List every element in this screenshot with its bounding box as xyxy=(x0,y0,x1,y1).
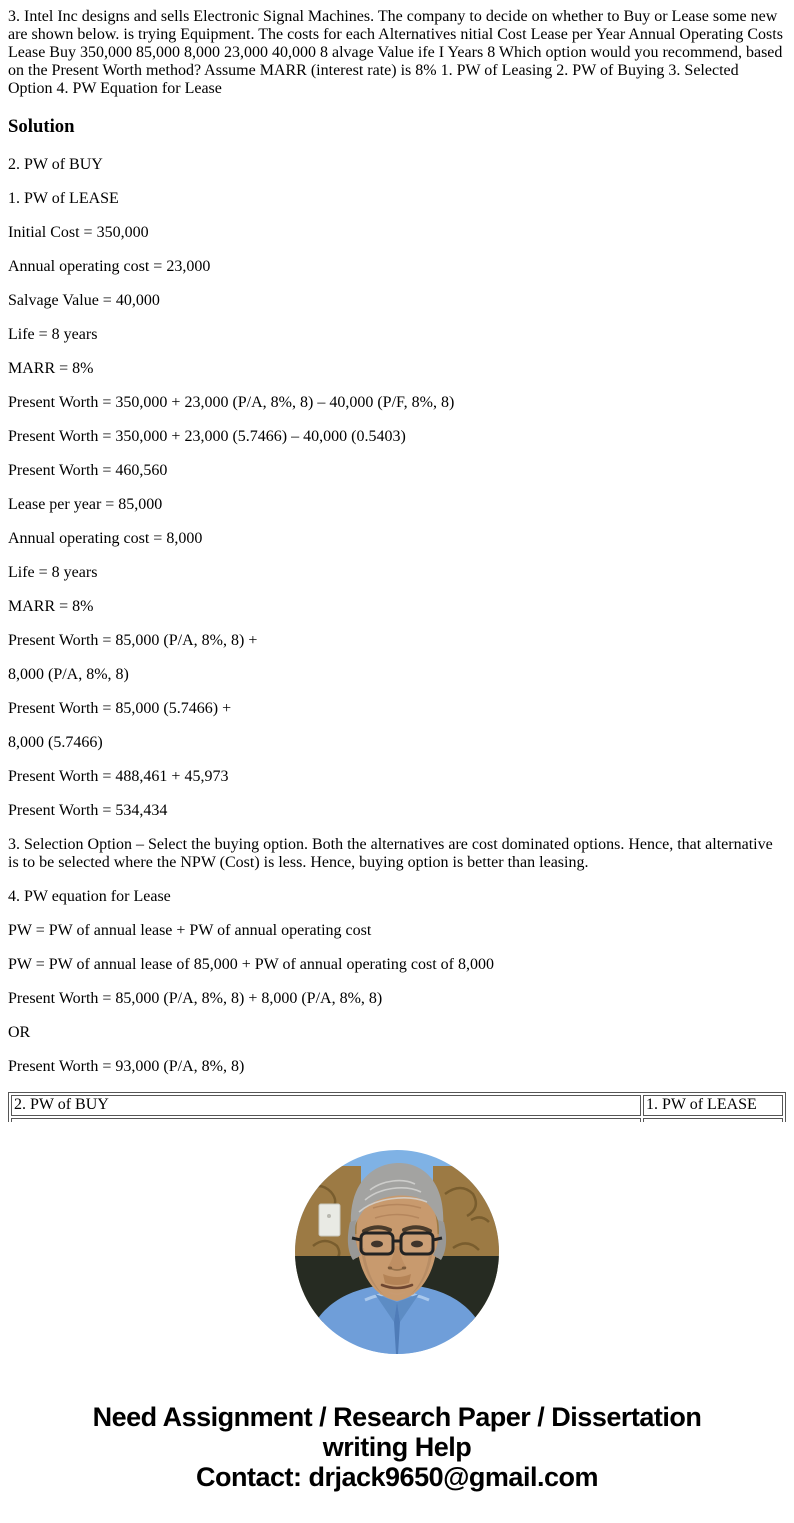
question-paragraph: 3. Intel Inc designs and sells Electronic Signal Machines. The company to decide on whether to Buy or Lease some new are shown below. is trying Equipment. The costs for each Alternatives nitial Cost Lease per Year Annual Operating Costs Lease Buy 350,000 85,000 8,000 23,000 40,000 8 alvage Value ife I Years 8 Which option would you recommend, based on the Present Worth method? Assume MARR (interest rate) is 8% 1. PW of Leasing 2. PW of Buying 3. Selected Option 4. PW Equation for Lease xyxy=(8,8,783,97)
avatar-container xyxy=(8,1150,786,1354)
table-cell-clipped xyxy=(643,1118,783,1122)
table-cell-clipped xyxy=(11,1118,641,1122)
solution-paragraph: Annual operating cost = 8,000 xyxy=(8,530,203,547)
banner xyxy=(8,1402,786,1492)
solution-paragraph: Salvage Value = 40,000 xyxy=(8,292,160,309)
solution-paragraph: Present Worth = 460,560 xyxy=(8,462,168,479)
solution-paragraph: PW = PW of annual lease + PW of annual operating cost xyxy=(8,922,372,939)
solution-paragraph: Present Worth = 85,000 (5.7466) + xyxy=(8,700,232,717)
solution-paragraph: Annual operating cost = 23,000 xyxy=(8,258,211,275)
solution-paragraph: Life = 8 years xyxy=(8,564,98,581)
banner-contact-email: Contact: drjack9650@gmail.com xyxy=(196,1462,598,1492)
banner-help-line-2: writing Help xyxy=(322,1432,472,1462)
solution-paragraph: 8,000 (P/A, 8%, 8) xyxy=(8,666,129,683)
solution-paragraph: 4. PW equation for Lease xyxy=(8,888,171,905)
solution-paragraph: 8,000 (5.7466) xyxy=(8,734,103,751)
table-row-clipped xyxy=(11,1118,783,1122)
solution-paragraph: Present Worth = 85,000 (P/A, 8%, 8) + 8,000 (P/A, 8%, 8) xyxy=(8,990,383,1007)
solution-paragraph: OR xyxy=(8,1024,31,1041)
table-cell-pw-of-buy: 2. PW of BUY xyxy=(11,1095,641,1116)
results-table-clipped-region xyxy=(8,1092,786,1122)
banner-help-line-1: Need Assignment / Research Paper / Dissertation xyxy=(92,1402,702,1432)
solution-paragraph: Life = 8 years xyxy=(8,326,98,343)
solution-paragraph: 2. PW of BUY xyxy=(8,156,103,173)
table-row xyxy=(11,1095,783,1116)
table-cell-pw-of-lease: 1. PW of LEASE xyxy=(643,1095,783,1116)
solution-paragraph: Present Worth = 350,000 + 23,000 (P/A, 8%, 8) – 40,000 (P/F, 8%, 8) xyxy=(8,394,455,411)
solution-paragraph: MARR = 8% xyxy=(8,598,94,615)
results-table xyxy=(8,1092,786,1122)
solution-paragraph: Present Worth = 85,000 (P/A, 8%, 8) + xyxy=(8,632,258,649)
avatar xyxy=(295,1150,499,1354)
solution-paragraph: PW = PW of annual lease of 85,000 + PW of annual operating cost of 8,000 xyxy=(8,956,494,973)
solution-paragraph: MARR = 8% xyxy=(8,360,94,377)
solution-heading: Solution xyxy=(8,116,75,137)
solution-paragraph: Initial Cost = 350,000 xyxy=(8,224,149,241)
solution-paragraph: Present Worth = 93,000 (P/A, 8%, 8) xyxy=(8,1058,245,1075)
solution-paragraph: 1. PW of LEASE xyxy=(8,190,119,207)
solution-paragraph: 3. Selection Option – Select the buying option. Both the alternatives are cost dominated options. Hence, that alternative is to be selected where the NPW (Cost) is less. Hence, buying option is better than leasing. xyxy=(8,836,773,871)
solution-paragraph: Present Worth = 534,434 xyxy=(8,802,168,819)
solution-paragraph: Present Worth = 488,461 + 45,973 xyxy=(8,768,229,785)
solution-paragraph: Lease per year = 85,000 xyxy=(8,496,163,513)
solution-paragraph: Present Worth = 350,000 + 23,000 (5.7466) – 40,000 (0.5403) xyxy=(8,428,406,445)
avatar-switch-plate xyxy=(319,1204,340,1236)
